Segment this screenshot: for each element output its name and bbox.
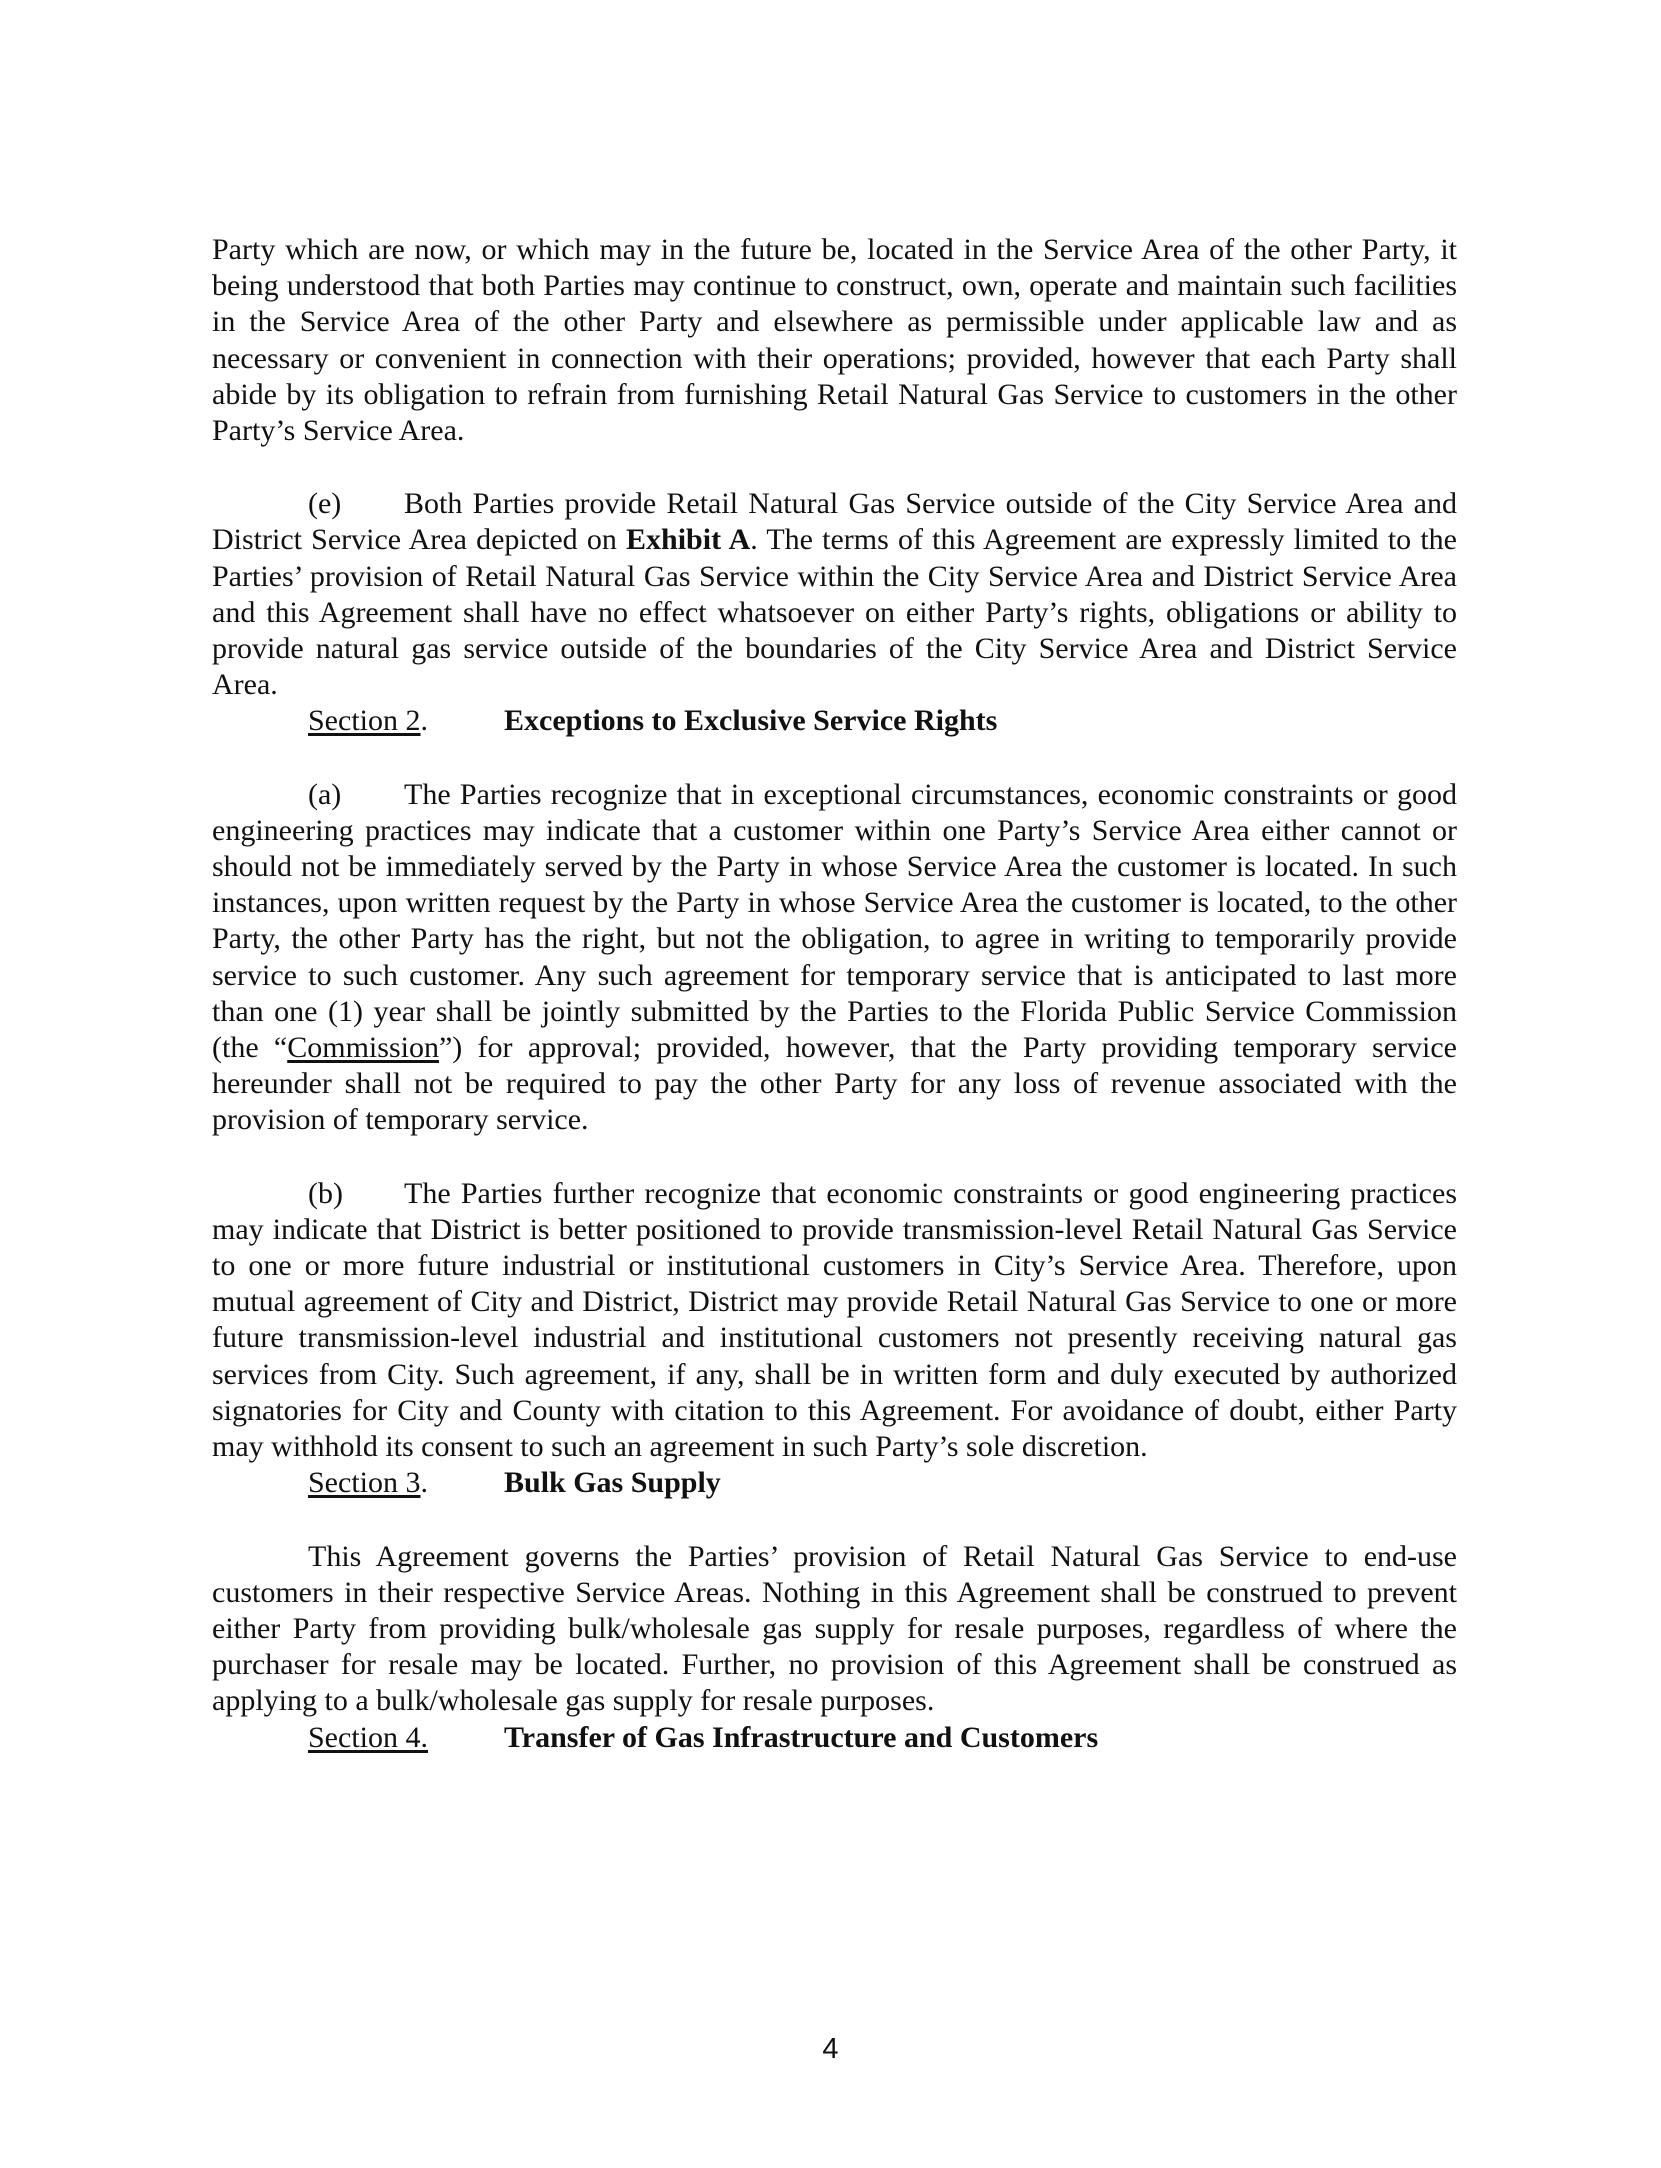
section-2-heading: [212, 703, 1457, 739]
section-3-label: [308, 1465, 504, 1501]
section-3-paragraph: This Agreement governs the Parties’ provision of Retail Natural Gas Service to end-use customers in their respective Service Areas. Nothing in this Agreement shall be construed to prevent either Party from providing bulk/wholesale gas supply for resale purposes, regardless of where the purchaser for resale may be located. Further, no provision of this Agreement shall be construed as applying to a bulk/wholesale gas supply for resale purposes.: [212, 1539, 1457, 1718]
section-2-paragraph-a-ref: (a): [308, 777, 342, 811]
section-2-paragraph-b-text: The Parties further recognize that economic constraints or good engineering practices may indicate that District is better positioned to provide transmission-level Retail Natural Gas Service to one or more future industrial or institutional customers in City’s Service Area. Therefore, upon mutual agreement of City and District, District may provide Retail Natural Gas Service to one or more future transmission-level industrial and institutional customers not presently receiving natural gas services from City. Such agreement, if any, shall be in written form and duly executed by authorized signatories for City and County with citation to this Agreement. For avoidance of doubt, either Party may withhold its consent to such an agreement in such Party’s sole discretion.: [212, 1176, 1457, 1464]
section-3-label-text: Section 3: [308, 1466, 421, 1500]
commission-defined-term: Commission: [287, 1031, 439, 1065]
section-2-paragraph-a-text-2: ”) for approval; provided, however, that the Party providing temporary service hereunder shall not be required to pay the other Party for any loss of revenue associated with the provision of temporary service.: [212, 1031, 1457, 1137]
paragraph-e-text-2: . The terms of this Agreement are expressly limited to the Parties’ provision of Retail Natural Gas Service within the City Service Area and District Service Area and this Agreement shall have no effect whatsoever on either Party’s rights, obligations or ability to provide natural gas service outside of the boundaries of the City Service Area and District Service Area.: [212, 523, 1457, 702]
page-number: 4: [822, 2033, 839, 2065]
section-2-label: [308, 703, 504, 739]
exhibit-a-reference: Exhibit A: [626, 523, 751, 557]
section-4-label: Section 4.: [308, 1720, 428, 1754]
section-4-heading: [212, 1720, 1457, 1756]
section-3-title: Bulk Gas Supply: [504, 1466, 721, 1500]
paragraph-e-text-1: Both Parties provide Retail Natural Gas Service outside of the City Service Area and District Service Area depicted on: [212, 487, 1457, 557]
section-2-paragraph-b: [212, 1176, 1457, 1466]
section-2-label-text: Section 2: [308, 704, 421, 738]
paragraph-e-ref: (e): [308, 487, 342, 521]
section-2-paragraph-a-text-1: The Parties recognize that in exceptional circumstances, economic constraints or good engineering practices may indicate that a customer within one Party’s Service Area either cannot or should not be immediately served by the Party in whose Service Area the customer is located. In such instances, upon written request by the Party in whose Service Area the customer is located, to the other Party, the other Party has the right, but not the obligation, to agree in writing to temporarily provide service to such customer. Any such agreement for temporary service that is anticipated to last more than one (1) year shall be jointly submitted by the Parties to the Florida Public Service Commission (the “: [212, 777, 1457, 1065]
section-2-paragraph-a: [212, 777, 1457, 1139]
section-2-paragraph-b-ref: (b): [308, 1176, 343, 1210]
paragraph-d-continued: Party which are now, or which may in the future be, located in the Service Area of the other Party, it being understood that both Parties may continue to construct, own, operate and maintain such facilities in the Service Area of the other Party and elsewhere as permissible under applicable law and as necessary or convenient in connection with their operations; provided, however that each Party shall abide by its obligation to refrain from furnishing Retail Natural Gas Service to customers in the other Party’s Service Area.: [212, 233, 1457, 448]
document-page: [212, 232, 1457, 1756]
section-4-title: Transfer of Gas Infrastructure and Customers: [504, 1720, 1099, 1754]
section-2-label-suffix: .: [420, 704, 428, 738]
section-3-label-suffix: .: [420, 1466, 428, 1500]
section-3-heading: [212, 1465, 1457, 1501]
paragraph-e: [212, 486, 1457, 703]
section-2-title: Exceptions to Exclusive Service Rights: [504, 704, 998, 738]
